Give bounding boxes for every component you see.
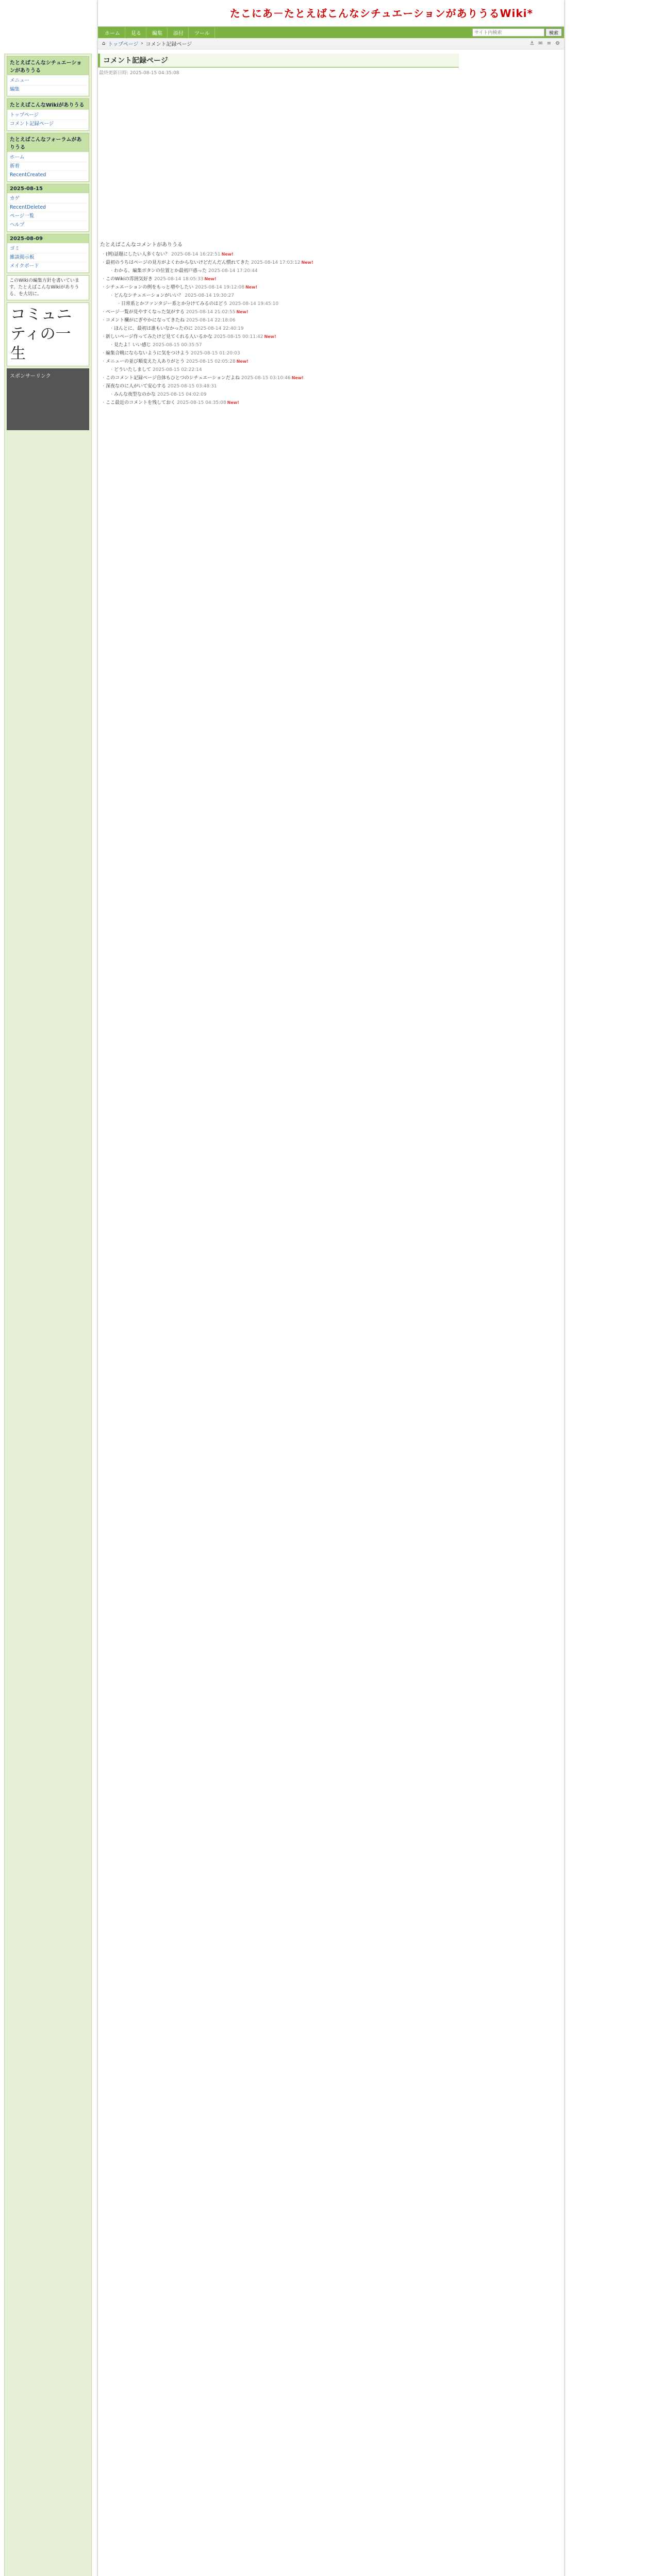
comment-date: 2025-08-15 04:35:08 (177, 400, 226, 405)
search-box (472, 28, 562, 37)
main-content (98, 54, 459, 2576)
comment-text: 編集合戦にならないように気をつけよう (106, 351, 190, 356)
sidebar-note-box (7, 275, 89, 300)
comment-item (101, 391, 459, 398)
new-badge: New! (264, 334, 276, 339)
comment-date: 2025-08-14 17:20:44 (208, 268, 258, 274)
sidebar-link[interactable]: ヘルプ (10, 221, 86, 230)
sidebar-section-head: 2025-08-15 (7, 184, 89, 193)
comment-text: シチュエーションの例をもっと増やしたい (106, 285, 194, 290)
sidebar-link[interactable]: ページ一覧 (10, 212, 86, 221)
comment-item (101, 309, 459, 316)
breadcrumb-current: コメント記録ページ (145, 42, 192, 47)
home-icon: ⌂ (102, 41, 106, 46)
comment-text: (例)話題にしたい人多くない？ (106, 252, 170, 257)
comment-date: 2025-08-15 00:35:57 (153, 343, 202, 348)
comment-date: 2025-08-14 16:22:51 (171, 252, 221, 257)
nav-edit[interactable]: 編集 (147, 27, 168, 38)
sidebar-link[interactable]: ゴミ (10, 245, 86, 253)
sidebar-section-head: たとえばこんなWikiがありうる (7, 99, 89, 110)
sidebar-section-head: 2025-08-09 (7, 234, 89, 243)
sidebar-sections (5, 56, 91, 273)
featured-word[interactable]: コミュニティの一生 (10, 306, 72, 363)
comment-text: どんなシチュエーションがいい？ (114, 293, 184, 298)
search-input[interactable] (472, 28, 544, 37)
comment-date: 2025-08-14 19:30:27 (185, 293, 234, 298)
nav-attach[interactable]: 添付 (169, 27, 189, 38)
comment-item (101, 292, 459, 299)
sidebar-ad[interactable] (7, 368, 89, 430)
site-banner (98, 0, 564, 27)
sidebar-link[interactable]: RecentCreated (10, 171, 86, 180)
new-badge: New! (227, 400, 239, 405)
new-badge: New! (301, 260, 313, 265)
sidebar-link[interactable]: ホーム (10, 154, 86, 162)
page-tools (529, 41, 560, 46)
comment-text: 新しいページ作ってみたけど見てくれる人いるかな (106, 334, 212, 340)
mail-icon[interactable]: ✉ (538, 41, 543, 46)
comment-item (101, 267, 459, 275)
sidebar-link[interactable]: カゲ (10, 195, 86, 204)
breadcrumb-separator: › (141, 41, 143, 46)
comment-item (101, 383, 459, 390)
comment-item (101, 325, 459, 332)
comment-date: 2025-08-15 03:10:46 (241, 376, 291, 381)
page-title: コメント記録ページ (98, 54, 459, 67)
nav-tools[interactable]: ツール (190, 27, 215, 38)
comment-text: ここ最近のコメントを残しておく (106, 400, 176, 405)
nav-view[interactable]: 見る (126, 27, 146, 38)
nav-home[interactable]: ホーム (100, 27, 125, 38)
comment-item (101, 300, 459, 308)
sidebar-list (7, 243, 89, 273)
sidebar-list (7, 110, 89, 130)
sidebar-section-head: たとえばこんなフォーラムがありうる (7, 133, 89, 152)
comment-item (101, 259, 459, 266)
gear-icon[interactable]: ⚙ (555, 41, 560, 46)
comment-text: 深夜なのに人がいて安心する (106, 384, 167, 389)
sidebar (4, 54, 92, 2576)
sidebar-section (7, 133, 89, 182)
comment-text: このWikiの雰囲気好き (106, 277, 153, 282)
comment-item (101, 284, 459, 291)
comment-item (101, 366, 459, 374)
sidebar-section-head: たとえばこんなシチュエーションがありうる (7, 57, 89, 75)
comment-text: このコメント記録ページ自体もひとつのシチュエーションだよね (106, 376, 240, 381)
comment-date: 2025-08-14 18:05:33 (154, 277, 204, 282)
comment-date: 2025-08-15 02:05:28 (186, 359, 236, 364)
comment-item (101, 276, 459, 283)
new-badge: New! (221, 252, 234, 257)
comment-date: 2025-08-14 19:45:10 (229, 301, 279, 307)
comment-text: わかる、編集ボタンの位置とか最初戸惑った (114, 268, 207, 274)
comment-text: 最初のうちはページの見方がよくわからないけどだんだん慣れてきた (106, 260, 250, 265)
sidebar-link[interactable]: トップページ (10, 111, 86, 120)
comment-date: 2025-08-14 21:02:55 (186, 310, 236, 315)
comment-item (101, 251, 459, 258)
sidebar-section (7, 56, 89, 96)
comment-text: メニューの並び順変えた人ありがとう (106, 359, 185, 364)
comment-text: みんな夜型なのかな (114, 392, 156, 397)
comment-item (101, 333, 459, 341)
comment-text: コメント欄がにぎやかになってきたね (106, 318, 185, 323)
sidebar-link[interactable]: メニュー (10, 77, 86, 86)
comment-list (98, 251, 459, 406)
sidebar-note: このWikiの編集方針を書いています。たとえばこんなWikiがありうる、を大切に。 (9, 278, 79, 297)
anchor-icon[interactable]: ⚓ (529, 41, 535, 46)
sidebar-section (7, 98, 89, 131)
comment-date: 2025-08-15 04:02:09 (157, 392, 207, 397)
sidebar-link[interactable]: 編集 (10, 86, 86, 94)
comment-intro: たとえばこんなコメントがありうる (100, 242, 183, 248)
comment-item (101, 317, 459, 324)
comment-item (101, 358, 459, 365)
new-badge: New! (291, 376, 304, 380)
comment-date: 2025-08-15 00:11:42 (213, 334, 263, 340)
comment-item (101, 399, 459, 406)
last-updated: 最終更新日時: 2025-08-15 04:35:08 (99, 71, 179, 76)
comment-date: 2025-08-15 03:48:31 (168, 384, 217, 389)
new-badge: New! (236, 359, 249, 364)
comment-text: 見たよ！いい感じ (114, 343, 152, 348)
sidebar-list (7, 75, 89, 96)
comment-date: 2025-08-14 22:18:06 (186, 318, 236, 323)
sidebar-link[interactable]: 雑談掲示板 (10, 253, 86, 262)
search-button[interactable]: 検索 (545, 28, 562, 37)
site-logo[interactable]: たこにあ－たとえばこんなシチュエーションがありうるWiki* (229, 7, 533, 20)
ad-label: スポンサーリンク (10, 374, 51, 379)
sidebar-list (7, 152, 89, 181)
sidebar-link[interactable]: メイクボード (10, 262, 86, 271)
sidebar-link[interactable]: コメント記録ページ (10, 120, 86, 129)
sidebar-section (7, 184, 89, 232)
comment-date: 2025-08-14 19:12:08 (195, 285, 244, 290)
menu-icon[interactable]: ≡ (547, 41, 552, 46)
comment-text: どういたしまして (114, 367, 152, 372)
comment-text: ページ一覧が見やすくなった気がする (106, 310, 185, 315)
sidebar-link[interactable]: 新着 (10, 162, 86, 171)
comment-item (101, 342, 459, 349)
sidebar-feature-box (7, 302, 89, 366)
new-badge: New! (236, 310, 249, 314)
breadcrumb-home[interactable]: トップページ (108, 42, 139, 47)
ad-slot (98, 81, 459, 236)
sidebar-list (7, 193, 89, 231)
comment-text: 日常系とかファンタジー系とか分けてみるのはどう (121, 301, 228, 307)
new-badge: New! (245, 285, 258, 290)
comment-text: ほんとに、最初は誰もいなかったのに (114, 326, 193, 331)
sidebar-section (7, 234, 89, 273)
comment-date: 2025-08-14 22:40:19 (194, 326, 244, 331)
comment-date: 2025-08-15 02:22:14 (153, 367, 202, 372)
sidebar-link[interactable]: RecentDeleted (10, 204, 86, 212)
comment-date: 2025-08-14 17:03:12 (251, 260, 301, 265)
breadcrumb (98, 38, 564, 49)
comment-item (101, 375, 459, 382)
new-badge: New! (204, 277, 217, 281)
nav-bar (98, 27, 564, 38)
comment-date: 2025-08-15 01:20:03 (191, 351, 240, 356)
comment-item (101, 350, 459, 357)
